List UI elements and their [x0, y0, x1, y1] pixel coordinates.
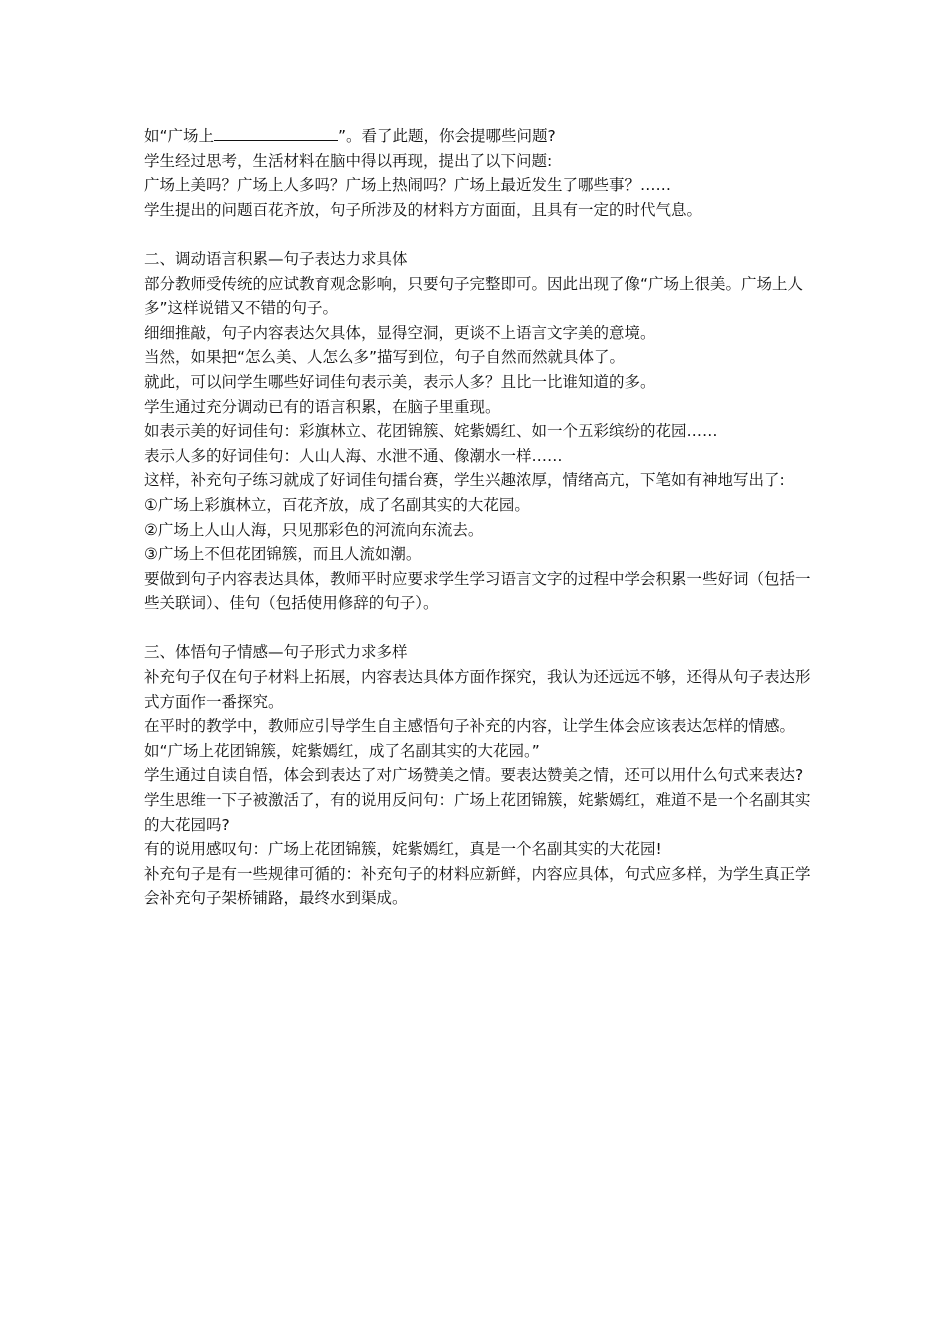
- section-2-line-4: 就此，可以问学生哪些好词佳句表示美，表示人多？且比一比谁知道的多。: [144, 372, 656, 391]
- document-body: [144, 124, 814, 911]
- intro-line-2: 广场上美吗？广场上人多吗？广场上热闹吗？广场上最近发生了哪些事？……: [144, 176, 672, 195]
- section-2-line-8: 这样，补充句子练习就成了好词佳句擂台赛，学生兴趣浓厚，情绪高亢，下笔如有神地写出了:: [144, 471, 785, 490]
- section-2-example-1: ①广场上彩旗林立，百花齐放，成了名副其实的大花园。: [144, 495, 530, 514]
- section-3-line-1: 补充句子仅在句子材料上拓展，内容表达具体方面作探究，我认为还远远不够，还得从句子表达形式方面作一番探究。: [144, 668, 811, 711]
- section-2-line-6: 如表示美的好词佳句：彩旗林立、花团锦簇、姹紫嫣红、如一个五彩缤纷的花园……: [144, 422, 718, 441]
- section-2-line-12: 要做到句子内容表达具体，教师平时应要求学生学习语言文字的过程中学会积累一些好词（包括一些关联词）、佳句（包括使用修辞的句子）。: [144, 569, 811, 613]
- section-2-heading: 二、调动语言积累—句子表达力求具体: [144, 249, 408, 268]
- section-3-line-4: 学生通过自读自悟，体会到表达了对广场赞美之情。要表达赞美之情，还可以用什么句式来表达?: [144, 766, 804, 785]
- section-2-line-1: 部分教师受传统的应试教育观念影响，只要句子完整即可。因此出现了像“广场上很美。广场上人多”这样说错又不错的句子。: [144, 274, 804, 318]
- section-2-line-5: 学生通过充分调动已有的语言积累，在脑子里重现。: [144, 397, 501, 416]
- section-3-line-5: 学生思维一下子被激活了，有的说用反问句：广场上花团锦簇，姹紫嫣红，难道不是一个名副其实的大花园吗?: [144, 791, 811, 834]
- section-2-line-2: 细细推敲，句子内容表达欠具体，显得空洞，更谈不上语言文字美的意境。: [144, 323, 656, 342]
- paragraph-gap: [144, 222, 814, 247]
- fill-in-blank: [214, 125, 338, 141]
- intro-question-line: [144, 124, 814, 149]
- section-2-line-3: 当然，如果把“怎么美、人怎么多”描写到位，句子自然而然就具体了。: [144, 348, 626, 367]
- section-2-example-2: ②广场上人山人海，只见那彩色的河流向东流去。: [144, 520, 484, 539]
- section-3-line-6: 有的说用感叹句：广场上花团锦簇，姹紫嫣红，真是一个名副其实的大花园!: [144, 840, 662, 859]
- paragraph-gap: [144, 616, 814, 641]
- section-3-line-3: 如“广场上花团锦簇，姹紫嫣红，成了名副其实的大花园。”: [144, 741, 540, 760]
- section-3-heading: 三、体悟句子情感—句子形式力求多样: [144, 643, 408, 662]
- section-3-line-2: 在平时的教学中，教师应引导学生自主感悟句子补充的内容，让学生体会应该表达怎样的情感。: [144, 717, 796, 736]
- intro-line-1: 学生经过思考，生活材料在脑中得以再现，提出了以下问题:: [144, 151, 553, 170]
- section-2-example-3: ③广场上不但花团锦簇，而且人流如潮。: [144, 545, 422, 564]
- intro-question-suffix: ”。看了此题，你会提哪些问题?: [338, 127, 556, 145]
- section-3-line-7: 补充句子是有一些规律可循的：补充句子的材料应新鲜，内容应具体，句式应多样，为学生真正学会补充句子架桥铺路，最终水到渠成。: [144, 864, 811, 908]
- intro-question-prefix: 如“广场上: [144, 127, 215, 145]
- section-2-line-7: 表示人多的好词佳句：人山人海、水泄不通、像潮水一样……: [144, 446, 563, 465]
- intro-line-3: 学生提出的问题百花齐放，句子所涉及的材料方方面面，且具有一定的时代气息。: [144, 200, 703, 219]
